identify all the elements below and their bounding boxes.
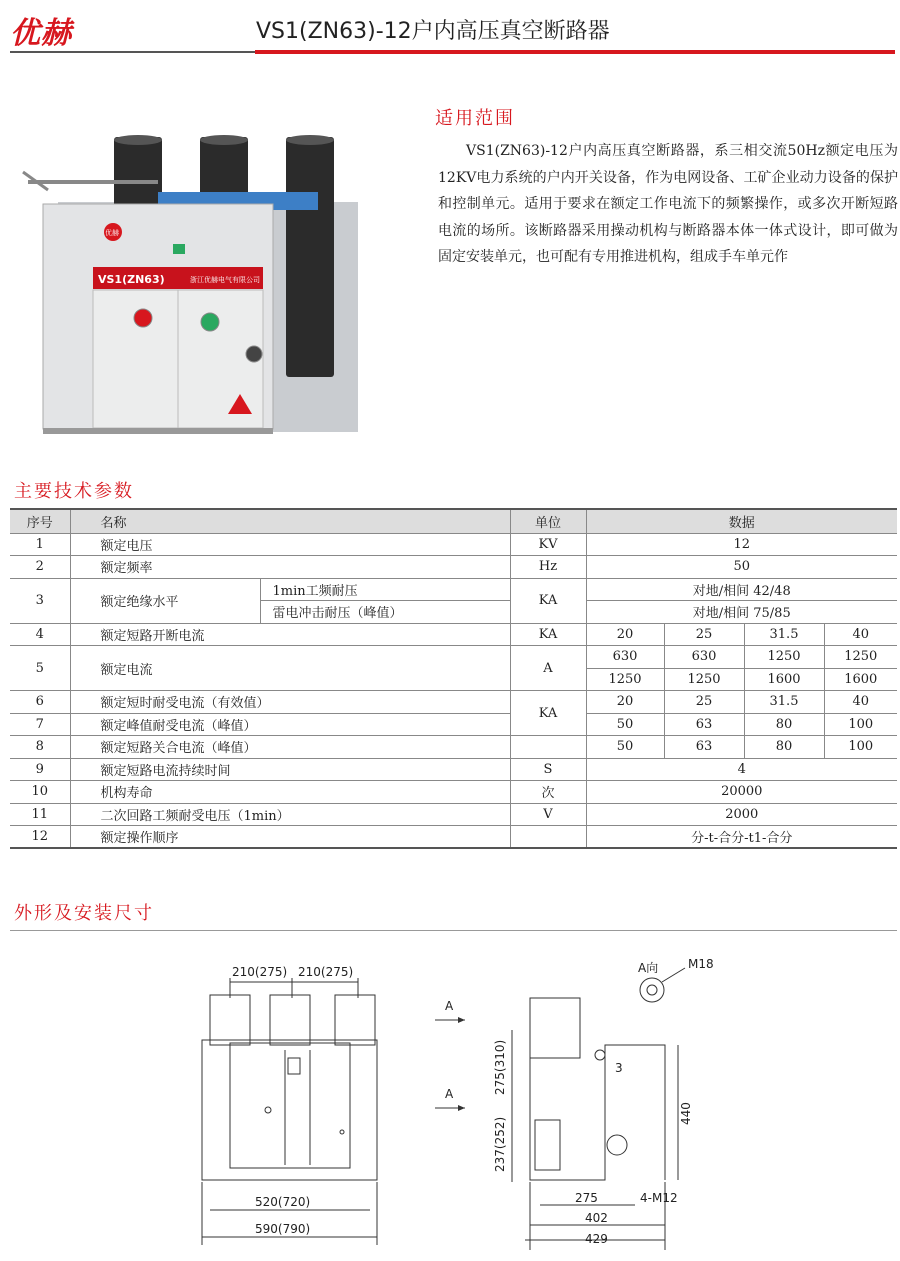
dim-m12: 4-M12 xyxy=(640,1191,678,1205)
header-rule-red xyxy=(255,50,895,54)
dim-429: 429 xyxy=(585,1232,608,1246)
arrow-a-lower: A xyxy=(445,1087,454,1101)
params-heading: 主要技术参数 xyxy=(14,481,134,502)
scope-heading: 适用范围 xyxy=(435,108,515,129)
scope-paragraph: VS1(ZN63)-12户内高压真空断路器，系三相交流50Hz额定电压为12KV电力系统的户内开关设备，作为电网设备、工矿企业动力设备的保护和控制单元。适用于要求在额定工作电流下的频繁操作，或多次开断短路电流的场所。该断路器采用操动机构与断路器本体一体式设计，即可做为固定安装单元，也可配有专用推进机构，组成手车单元作 xyxy=(438,143,898,265)
col-header-unit: 单位 xyxy=(510,509,586,533)
col-header-name: 名称 xyxy=(70,509,510,533)
company-plate: 浙江优赫电气有限公司 xyxy=(190,276,260,284)
dim-402: 402 xyxy=(585,1211,608,1225)
table-row: 9 额定短路电流持续时间 S 4 xyxy=(10,758,897,781)
dim-h-upper: 275(310) xyxy=(493,1039,507,1095)
table-row: 6 额定短时耐受电流（有效值） KA 20 25 31.5 40 xyxy=(10,691,897,714)
dim-width-outer: 590(790) xyxy=(255,1222,311,1236)
brand-logo: 优赫 xyxy=(10,16,72,51)
col-header-no: 序号 xyxy=(10,509,70,533)
model-plate: VS1(ZN63) xyxy=(98,273,165,286)
table-row: 3 额定绝缘水平 1min工频耐压 KA 对地/相间 42/48 xyxy=(10,578,897,601)
dimensions-heading: 外形及安装尺寸 xyxy=(14,903,154,924)
table-row: 10 机构寿命 次 20000 xyxy=(10,781,897,804)
section-rule xyxy=(10,930,897,931)
brand-badge: 优赫 xyxy=(105,229,119,237)
table-row: 12 额定操作顺序 分-t-合分-t1-合分 xyxy=(10,826,897,849)
table-row: 1250 1250 1600 1600 xyxy=(10,668,897,691)
document-title: VS1(ZN63)-12户内高压真空断路器 xyxy=(256,19,610,44)
dim-pitch2: 210(275) xyxy=(298,965,354,979)
table-row: 2 额定频率 Hz 50 xyxy=(10,556,897,579)
view-a-label: A向 xyxy=(638,961,659,975)
col-header-value: 数据 xyxy=(586,509,897,533)
table-row: 4 额定短路开断电流 KA 20 25 31.5 40 xyxy=(10,623,897,646)
table-row: 11 二次回路工频耐受电压（1min） V 2000 xyxy=(10,803,897,826)
product-photo xyxy=(18,132,368,442)
dim-width-inner: 520(720) xyxy=(255,1195,311,1209)
dim-pitch1: 210(275) xyxy=(232,965,288,979)
m18-label: M18 xyxy=(688,957,714,971)
dim-h-lower: 237(252) xyxy=(493,1116,507,1172)
dimension-drawing xyxy=(190,950,750,1255)
callout-3: 3 xyxy=(615,1061,623,1075)
dim-275: 275 xyxy=(575,1191,598,1205)
table-header-row xyxy=(10,509,897,533)
header-rule-dark xyxy=(10,51,255,53)
arrow-a-upper: A xyxy=(445,999,454,1013)
table-row: 7 额定峰值耐受电流（峰值） 50 63 80 100 xyxy=(10,713,897,736)
table-row: 8 额定短路关合电流（峰值） 50 63 80 100 xyxy=(10,736,897,759)
table-row: 5 额定电流 A 630 630 1250 1250 xyxy=(10,646,897,669)
dim-h-total: 440 xyxy=(679,1102,693,1125)
parameter-table xyxy=(10,508,897,849)
table-row: 1 额定电压 KV 12 xyxy=(10,533,897,556)
table-row: 雷电冲击耐压（峰值） 对地/相间 75/85 xyxy=(10,601,897,624)
